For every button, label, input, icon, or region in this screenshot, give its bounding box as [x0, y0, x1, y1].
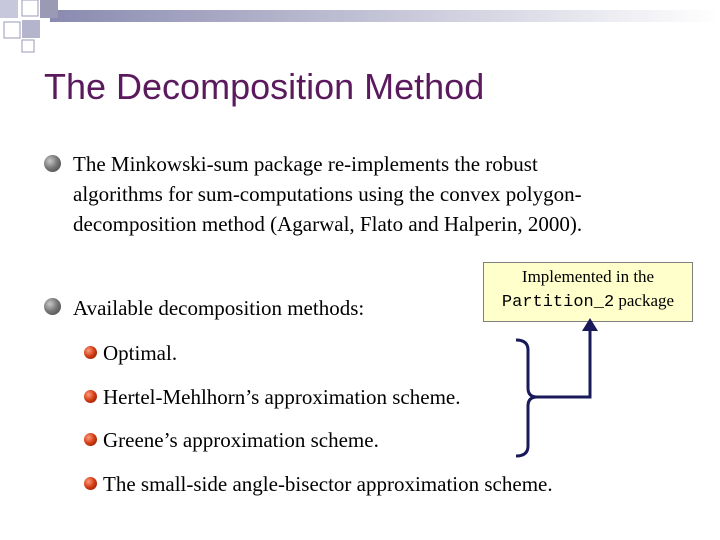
- available-methods-label: Available decomposition methods:: [73, 296, 365, 320]
- bullet-icon: [44, 155, 61, 172]
- callout-suffix: package: [614, 291, 675, 310]
- bracket-icon: [516, 340, 537, 456]
- paragraph-line: algorithms for sum-computations using the convex polygon-: [73, 182, 582, 206]
- bullet-icon: [44, 298, 61, 315]
- callout-line: Implemented in the: [521, 267, 655, 286]
- sub-bullet-icon: [84, 346, 97, 359]
- callout-line-2: [484, 289, 692, 315]
- sub-bullet-icon: [84, 390, 97, 403]
- method-item: The small-side angle-bisector approximation scheme.: [103, 472, 553, 496]
- method-item: Optimal.: [103, 341, 178, 365]
- header-decoration: [0, 0, 720, 60]
- implementation-callout: [483, 262, 693, 322]
- sub-bullet-icon: [84, 477, 97, 490]
- paragraph-line: The Minkowski-sum package re-implements the robust: [73, 152, 538, 176]
- method-item: Hertel-Mehlhorn’s approximation scheme.: [103, 385, 461, 409]
- slide-title: The Decomposition Method: [44, 66, 485, 107]
- sub-bullet-icon: [84, 433, 97, 446]
- intro-paragraph: [73, 149, 582, 239]
- method-item: Greene’s approximation scheme.: [103, 428, 379, 452]
- callout-code: Partition_2: [501, 293, 615, 312]
- decor-square: [0, 0, 18, 18]
- paragraph-line: decomposition method (Agarwal, Flato and Halperin, 2000).: [73, 212, 583, 236]
- connector-line: [537, 328, 590, 397]
